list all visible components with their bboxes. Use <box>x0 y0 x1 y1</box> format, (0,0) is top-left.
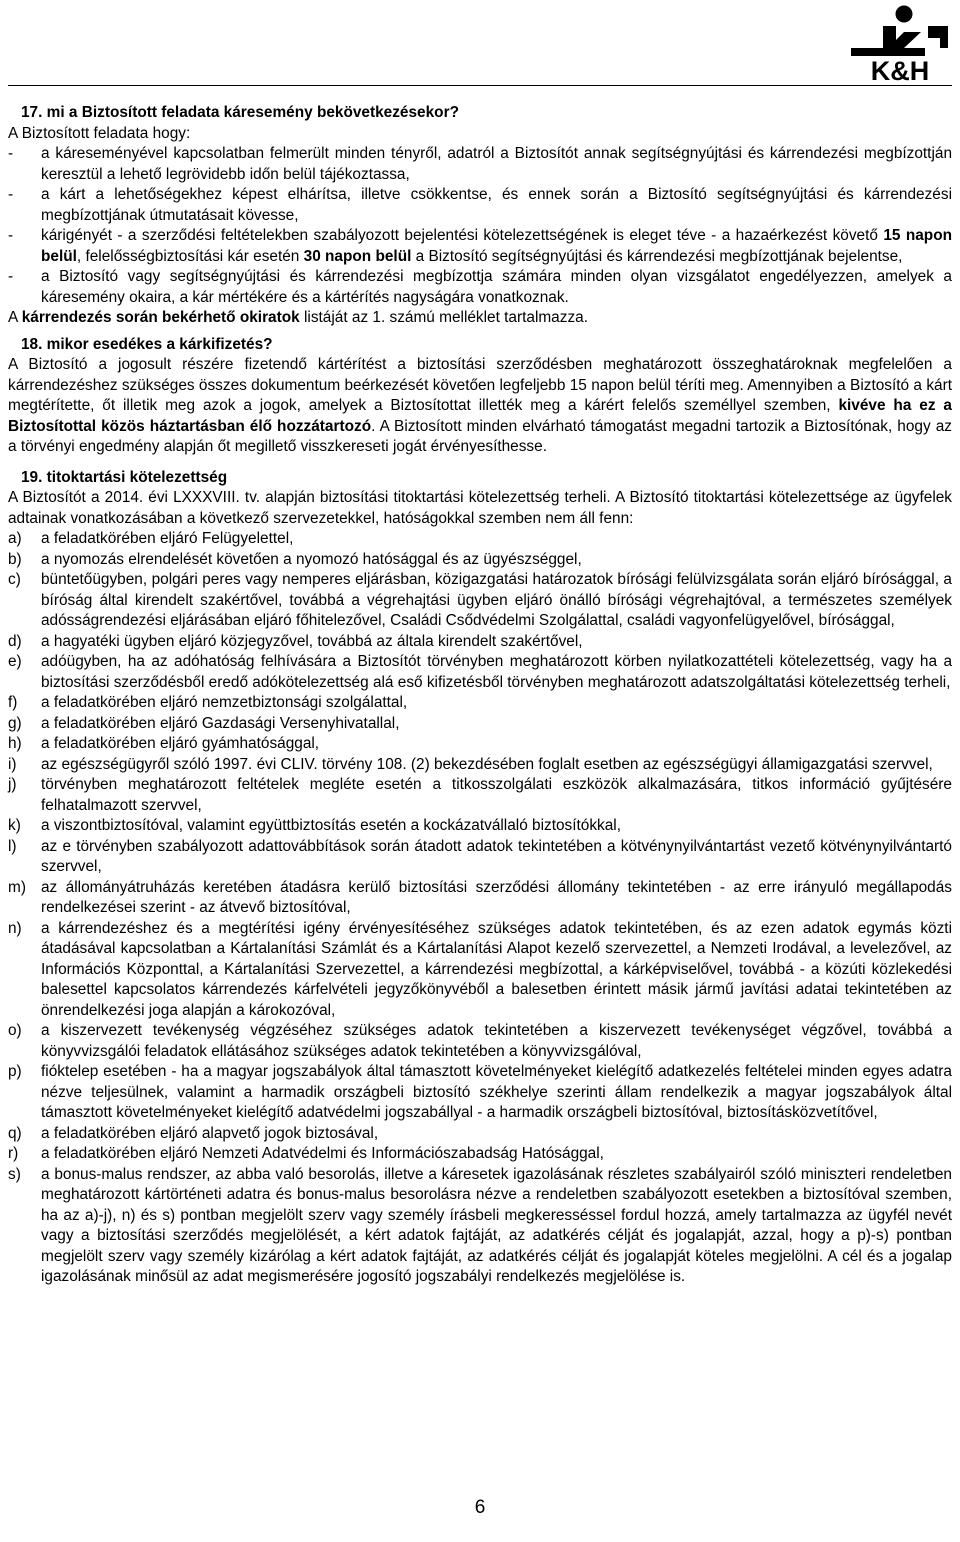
text-run: kárigényét - a szerződési feltételekben szabályozott bejelentési kötelezettségének is eleget téve - a hazaérkezést követő <box>41 227 884 244</box>
list-item <box>8 878 952 919</box>
list-marker: g) <box>8 714 22 732</box>
list-text: a feladatkörében eljáró gyámhatósággal, <box>41 735 320 752</box>
section-17-heading: 17. mi a Biztosított feladata káresemény bekövetkezésekor? <box>21 104 459 121</box>
list-marker: - <box>8 186 14 203</box>
page-number: 6 <box>474 1497 486 1518</box>
list-text: a hagyatéki ügyben eljáró közjegyzővel, továbbá az általa kirendelt szakértővel, <box>41 632 583 650</box>
list-item <box>8 837 952 878</box>
list-item <box>8 1021 952 1062</box>
section-17-intro: A Biztosított feladata hogy: <box>8 124 191 142</box>
list-text: a kiszervezett tevékenység végzéséhez szükséges adatok tekintetében a kiszervezett tevékenységet végzővel, továbbá a könyvvizsgálói feladatok ellátásához szükséges adatok tekintetében a könyvvizsgálóval, <box>41 1022 952 1060</box>
list-item <box>8 632 952 653</box>
list-item <box>8 267 952 308</box>
header-rule <box>8 85 952 86</box>
list-marker: - <box>8 227 14 244</box>
kh-logo <box>848 4 952 82</box>
list-item <box>8 550 952 571</box>
list-item <box>8 816 952 837</box>
list-text: a nyomozás elrendelését követően a nyomozó hatósággal és az ügyészséggel, <box>41 550 582 568</box>
list-item <box>8 1062 952 1124</box>
list-item <box>8 226 952 267</box>
list-marker: p) <box>8 1063 22 1080</box>
list-marker: h) <box>8 735 22 752</box>
list-text: a feladatkörében eljáró Gazdasági Versenyhivatallal, <box>41 714 400 732</box>
list-text: büntetőügyben, polgári peres vagy nemperes eljárásban, közigazgatási határozatok bírósági felülvizsgálata során eljáró bírósággal, a bíróság által kirendelt szakértővel, továbbá a végrehajtási ügyben eljáró önálló bírósági végrehajtóval, a természetes személyek adósságrendezési eljárásában eljáró főhitelezővel, Családi Csődvédelmi Szolgálattal, családi vagyonfelügyelővel, bírósággal, <box>41 571 952 629</box>
list-item <box>8 1144 952 1165</box>
list-marker: q) <box>8 1124 22 1142</box>
list-text: törvényben meghatározott feltételek megléte esetén a titkosszolgálati eszközök alkalmazására, titkos információ gyűjtésére felhatalmazott szervvel, <box>41 776 952 814</box>
list-item <box>8 185 952 226</box>
list-text: a feladatkörében eljáró alapvető jogok biztosával, <box>41 1124 379 1142</box>
list-item <box>8 144 952 185</box>
list-item <box>8 529 952 550</box>
list-text: adóügyben, ha az adóhatóság felhívására a Biztosítót törvényben meghatározott körben nyilatkozattételi kötelezettség, vagy ha a biztosítási szerződésből eredő adókötelezettség alá eső kifizetésből törvényben meghatározott adatszolgáltatási kötelezettség terheli, <box>41 653 952 691</box>
list-marker: j) <box>8 776 17 793</box>
list-marker: - <box>8 145 14 162</box>
list-text: az egészségügyről szóló 1997. évi CLIV. törvény 108. (2) bekezdésében foglalt esetben az egészségügyi államigazgatási szervvel, <box>41 755 933 773</box>
emphasis-15-days: 15 napon belül <box>41 227 953 265</box>
section-18-paragraph <box>8 355 952 458</box>
text-run: A Biztosító a jogosult részére fizetendő kártérítést a biztosítási szerződésben meghatározott összeghatároknak megfelelően a kárrendezéshez szükséges összes dokumentum beérkezését követően legfeljebb 15 napon belül téríti meg. Amennyiben a Biztosító a kárt megtérítette, őt illetik meg azok a jogok, amelyek a Biztosítottat illették meg a kárért felelős személlyel szemben, <box>8 356 952 414</box>
list-item <box>8 919 952 1022</box>
list-marker: m) <box>8 878 26 896</box>
list-marker: e) <box>8 653 22 670</box>
kh-logo-graphic <box>848 4 952 82</box>
emphasis-30-days: 30 napon belül <box>303 247 412 265</box>
section-19-intro: A Biztosítót a 2014. évi LXXXVIII. tv. alapján biztosítási titoktartási kötelezettség terheli. A Biztosító titoktartási kötelezettsége az ügyfelek adtainak vonatkozásában a következő szervezetekkel, hatóságokkal szemben nem áll fenn: <box>8 489 952 527</box>
list-item <box>8 570 952 632</box>
list-item <box>8 755 952 776</box>
list-marker: n) <box>8 919 22 937</box>
section-18-heading: 18. mikor esedékes a kárkifizetés? <box>21 335 273 353</box>
list-text: fióktelep esetében - ha a magyar jogszabályok által támasztott követelményeket kielégítő adatkezelés feltételei minden egyes adatra nézve teljesülnek, valamint a harmadik országbeli biztosító székhelye szerinti állam rendelkezik a magyar jogszabályok által támasztott követelményeket kielégítő adatvédelmi jogszabállyal - a harmadik országbeli biztosítóval, biztosításközvetítővel, <box>41 1063 952 1121</box>
text-run: . A Biztosított minden elvárható támogatást megadni tartozik a Biztosítónak, hogy az a törvényi engedmény alapján őt megillető visszkereseti jogát érvényesíthesse. <box>8 417 952 455</box>
list-text: a Biztosító vagy segítségnyújtási és kárrendezési megbízottja számára minden olyan vizsgálatot engedélyezzen, amelyek a káresemény okaira, a kár mértékére és a kártérítés nagyságára vonatkoznak. <box>41 268 952 306</box>
text-run: A <box>8 309 22 326</box>
list-marker: c) <box>8 571 21 588</box>
list-item <box>8 734 952 755</box>
list-item <box>8 652 952 693</box>
documents-note <box>8 308 952 329</box>
list-marker: k) <box>8 817 21 834</box>
list-marker: i) <box>8 755 17 773</box>
list-text: a bonus-malus rendszer, az abba való besorolás, illetve a káresetek igazolásának részletes szabályairól szóló miniszteri rendeletben meghatározott kártörténeti adatra és bonus-malus besorolásra nézve a rendeletben szabályozott esetekben a biztosítóval szemben, ha az a)-j), n) és s) pontban megjelölt szerv vagy személy írásbeli megkeresséssel fordul hozzá, amely tartalmazza az ügyfél nevét vagy a biztosítási szerződés megjelölését, a kért adatok fajtáját, az adatkérés célját és jogalapját, azzal, hogy a p)-s) pontban megjelölt szerv vagy személy kizárólag a kért adatok fajtáját, az adatkérés célját és jogalapját köteles megjelölni. A cél és a jogalap igazolásának minősül az adat megismerésére jogosító jogszabályi rendelkezés megjelölése is. <box>41 1165 952 1285</box>
section-19-heading: 19. titoktartási kötelezettség <box>21 468 228 486</box>
list-marker: o) <box>8 1022 22 1039</box>
list-text: a káreseményével kapcsolatban felmerült minden tényről, adatról a Biztosítót annak segítségnyújtási és kárrendezési megbízottján keresztül a lehető legrövidebb időn belül tájékoztassa, <box>41 145 952 183</box>
list-marker: d) <box>8 632 22 650</box>
list-text: a kárt a lehetőségekhez képest elhárítsa, illetve csökkentse, és ennek során a Biztosító segítségnyújtási és kárrendezési megbízottjának útmutatásait kövesse, <box>41 186 952 224</box>
list-item <box>8 1124 952 1145</box>
list-text: a feladatkörében eljáró nemzetbiztonsági szolgálattal, <box>41 694 408 711</box>
document-body <box>8 103 952 1288</box>
list-text: a kárrendezéshez és a megtérítési igény érvényesítéséhez szükséges adatok tekintetében, és az ezen adatok egymás közti átadásával kapcsolatban a Kártalanítási Számlát és a Kártalanítási Alapot kezelő szervezettel, a Nemzeti Irodával, a levelezővel, az Információs Központtal, a Kártalanítási Szervezettel, a kárrendezési megbízottal, a kárképviselővel, továbbá - a közúti közlekedési balesettel kapcsolatos kárrendezés kárfelvételi jegyzőkönyvéből a balesetben érintett másik jármű javítási adatai tekintetében az önrendelkezési joga alapján a károkozóval, <box>41 919 952 1019</box>
list-item <box>8 1165 952 1288</box>
text-run: , felelősségbiztosítási kár esetén <box>76 247 304 265</box>
logo-text: K&H <box>870 56 930 82</box>
list-marker: - <box>8 268 14 285</box>
list-marker: l) <box>8 837 17 855</box>
text-run: a Biztosító segítségnyújtási és kárrendezési megbízottjának bejelentse, <box>411 247 903 265</box>
list-item <box>8 775 952 816</box>
emphasis-exception: kivéve ha ez a Biztosítottal közös háztartásban élő hozzátartozó <box>8 397 952 435</box>
list-text: az állományátruházás keretében átadásra kerülő biztosítási szerződési állomány tekintetében - az erre irányuló megállapodás rendelkezései szerint - az átvevő biztosítóval, <box>41 878 952 916</box>
emphasis-documents: kárrendezés során bekérhető okiratok <box>21 309 300 326</box>
list-text: a viszontbiztosítóval, valamint együttbiztosítás esetén a kockázatvállaló biztosítókkal, <box>41 817 622 834</box>
list-text <box>41 226 952 267</box>
list-text: a feladatkörében eljáró Felügyelettel, <box>41 530 294 547</box>
list-item <box>8 714 952 735</box>
list-text: az e törvényben szabályozott adattovábbítások során átadott adatok tekintetében a kötvénynyilvántartást vezető kötvénynyilvántartó szervvel, <box>41 837 952 875</box>
text-run: listáját az 1. számú melléklet tartalmazza. <box>299 309 588 326</box>
section-19-list <box>8 529 952 1288</box>
list-marker: r) <box>8 1145 19 1162</box>
list-item <box>8 693 952 714</box>
list-marker: f) <box>8 694 18 711</box>
list-marker: b) <box>8 550 22 568</box>
list-marker: s) <box>8 1165 21 1183</box>
list-marker: a) <box>8 530 22 547</box>
list-text: a feladatkörében eljáró Nemzeti Adatvédelmi és Információszabadság Hatósággal, <box>41 1145 604 1162</box>
